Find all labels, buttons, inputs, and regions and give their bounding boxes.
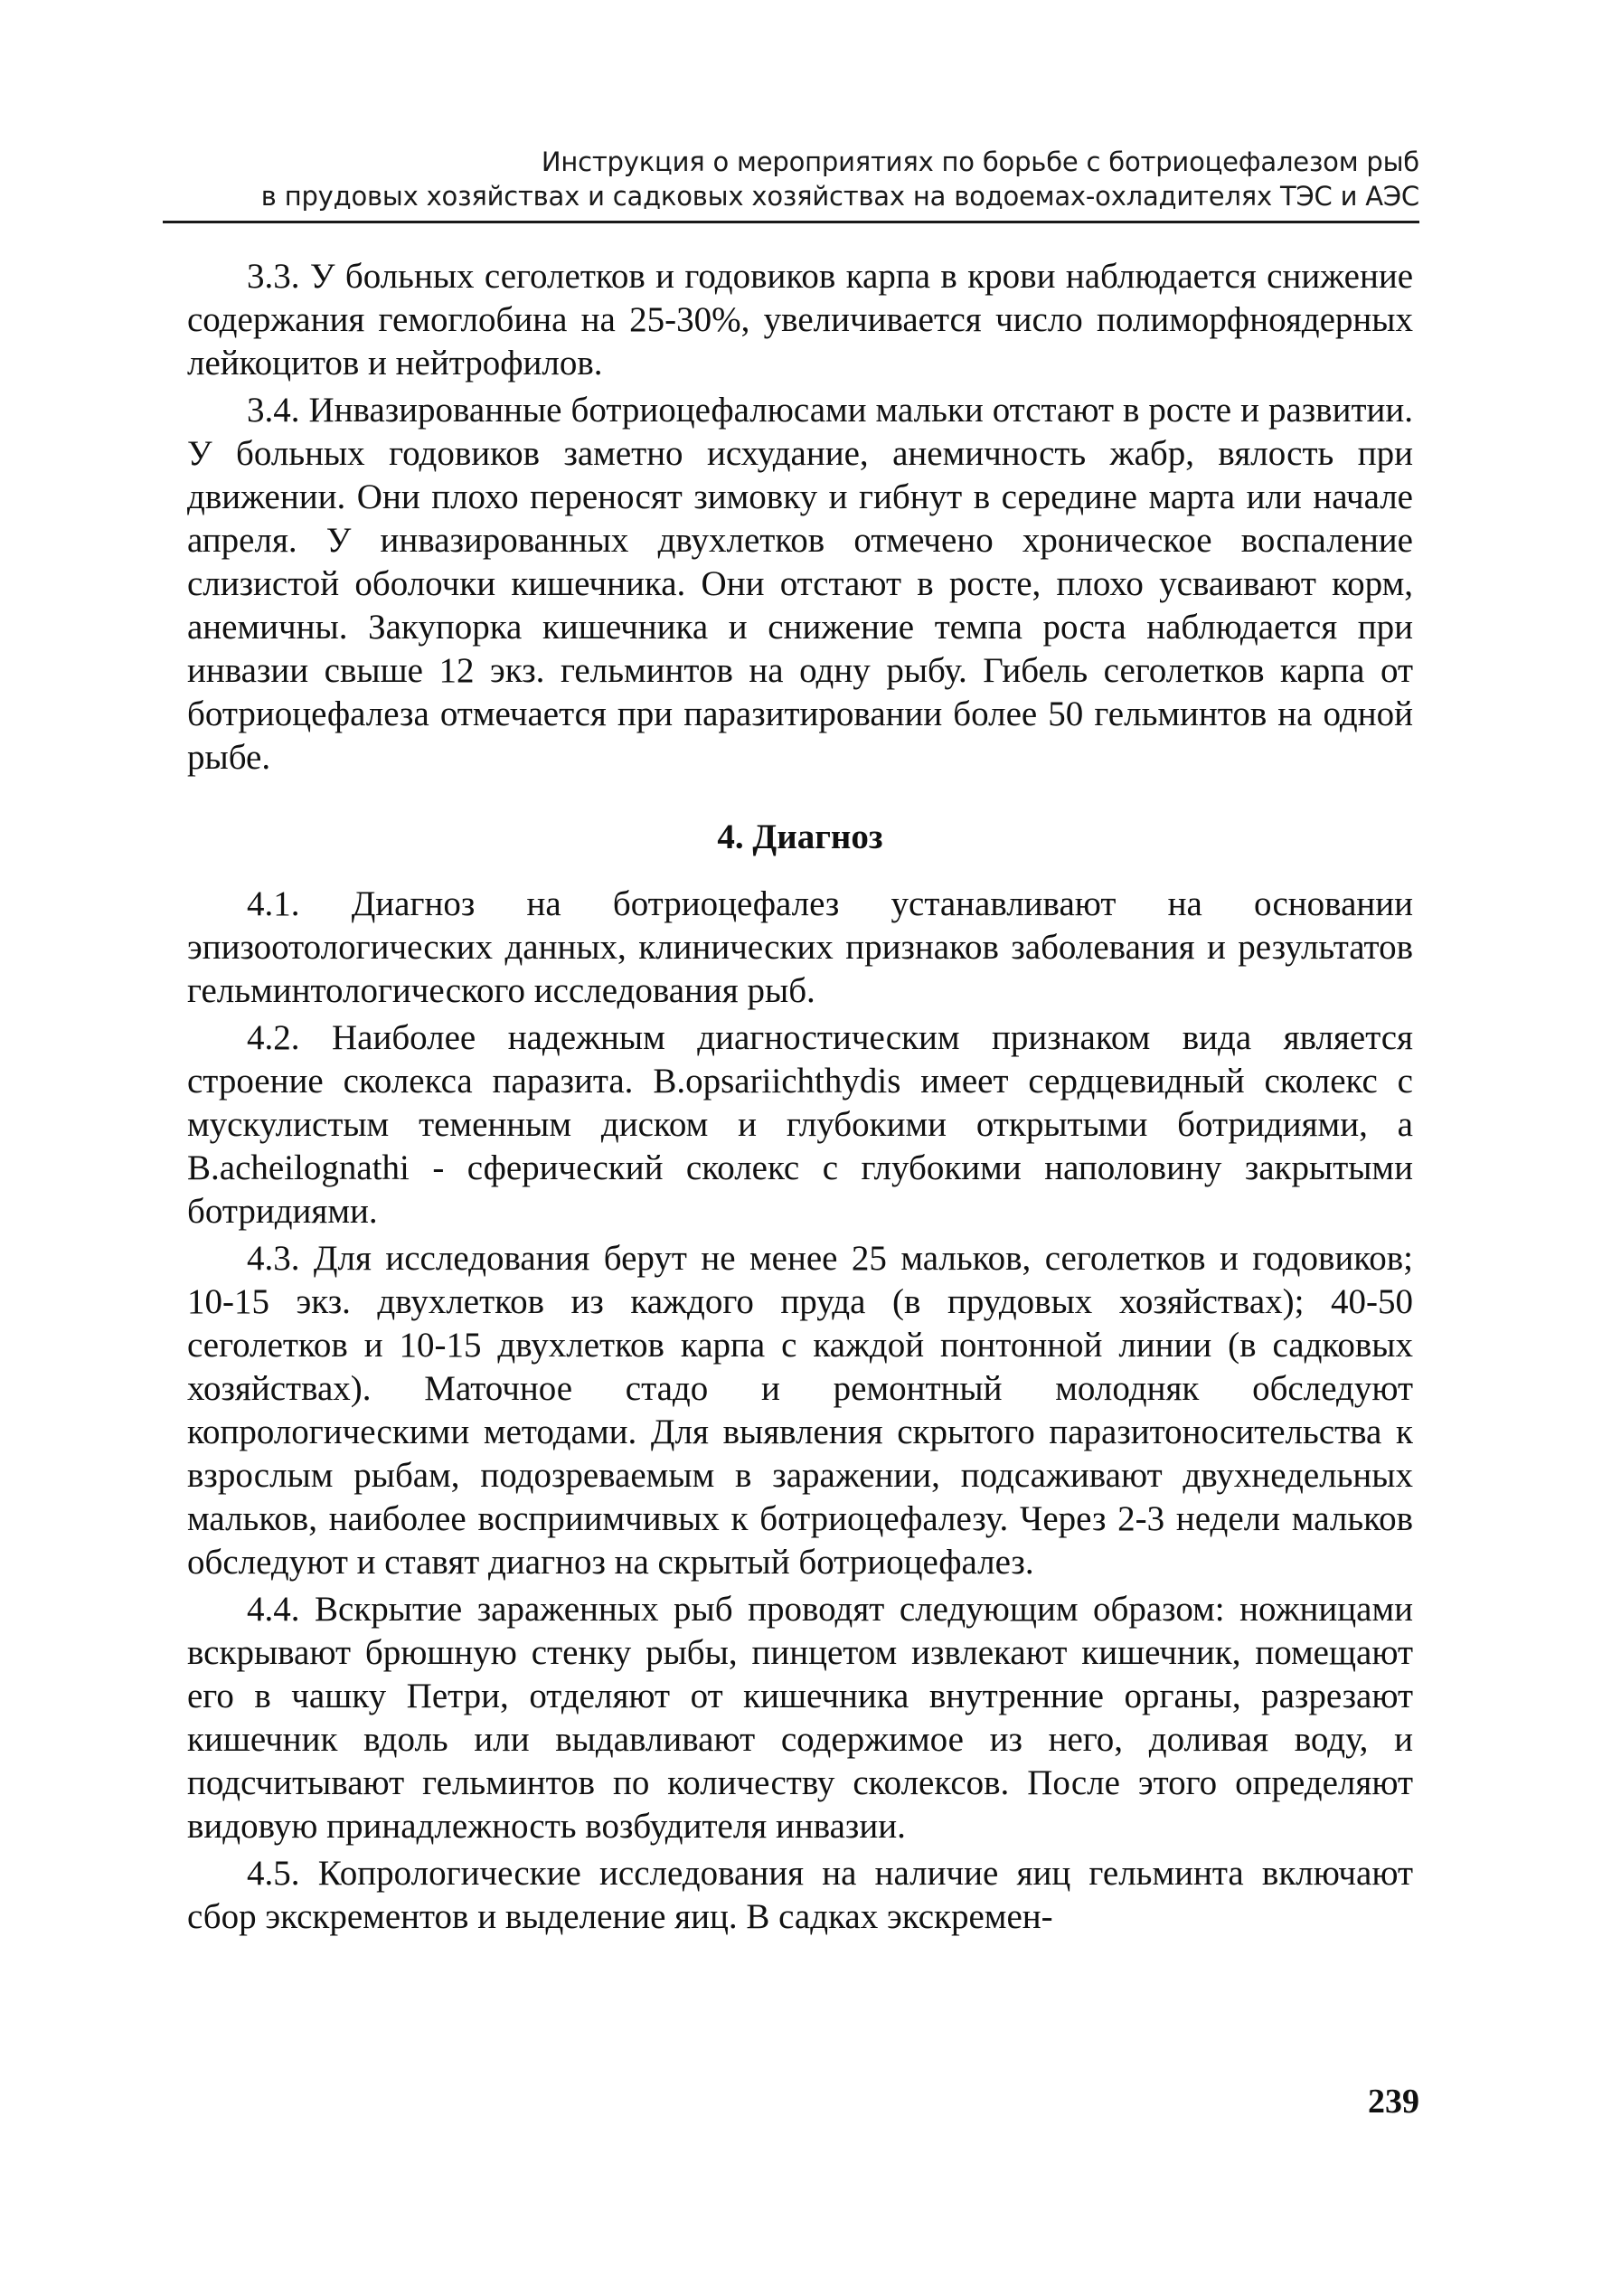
page-number: 239 — [1368, 2083, 1419, 2121]
body-text — [187, 255, 1413, 1942]
paragraph-3-4: 3.4. Инвазированные ботриоцефалюсами мальки отстают в росте и развитии. У больных годовиков заметно исхудание, анемичность жабр, вялость при движении. Они плохо переносят зимовку и гибнут в середине марта или начале апреля. У инвазированных двухлетков отмечено хроническое воспаление слизистой оболочки кишечника. Они отстают в росте, плохо усваивают корм, анемичны. Закупорка кишечника и снижение темпа роста наблюдается при инвазии свыше 12 экз. гельминтов на одну рыбу. Гибель сеголетков карпа от ботриоцефалеза отмечается при паразитировании более 50 гельминтов на одной рыбе. — [187, 391, 1413, 777]
paragraph-4-4: 4.4. Вскрытие зараженных рыб проводят следующим образом: ножницами вскрывают брюшную стенку рыбы, пинцетом извлекают кишечник, помещают его в чашку Петри, отделяют от кишечника внутренние органы, разрезают кишечник вдоль или выдавливают содержимое из него, доливая воду, и подсчитывают гельминтов по количеству сколексов. После этого определяют видовую принадлежность возбудителя инвазии. — [187, 1590, 1413, 1846]
paragraph-4-1: 4.1. Диагноз на ботриоцефалез устанавливают на основании эпизоотологических данных, клинических признаков заболевания и результатов гельминтологического исследования рыб. — [187, 884, 1413, 1010]
paragraph-4-5: 4.5. Копрологические исследования на наличие яиц гельминта включают сбор экскрементов и выделение яиц. В садках экскремен- — [187, 1854, 1413, 1936]
header-divider — [163, 221, 1419, 223]
paragraph-4-3: 4.3. Для исследования берут не менее 25 мальков, сеголетков и годовиков; 10-15 экз. двухлетков из каждого пруда (в прудовых хозяйствах); 40-50 сеголетков и 10-15 двухлетков карпа с каждой понтонной линии (в садковых хозяйствах). Маточное стадо и ремонтный молодняк обследуют копрологическими методами. Для выявления скрытого паразитоносительства к взрослым рыбам, подозреваемым в заражении, подсаживают двухнедельных мальков, наиболее восприимчивых к ботриоцефалезу. Через 2-3 недели мальков обследуют и ставят диагноз на скрытый ботриоцефалез. — [187, 1239, 1413, 1582]
running-header-line-2: в прудовых хозяйствах и садковых хозяйствах на водоемах-охладителях ТЭС и АЭС — [260, 181, 1419, 212]
paragraph-4-2: 4.2. Наиболее надежным диагностическим признаком вида является строение сколекса паразита. B.opsariichthydis имеет сердцевидный сколекс с мускулистым теменным диском и глубокими открытыми ботридиями, а B.acheilognathi - сферический сколекс с глубокими наполовину закрытыми ботридиями. — [187, 1018, 1413, 1231]
paragraph-3-3: 3.3. У больных сеголетков и годовиков карпа в крови наблюдается снижение содержания гемоглобина на 25-30%, увеличивается число полиморфноядерных лейкоцитов и нейтрофилов. — [187, 257, 1413, 383]
section-heading-diagnosis: 4. Диагноз — [717, 817, 883, 856]
running-header-line-1: Инструкция о мероприятиях по борьбе с ботриоцефалезом рыб — [541, 146, 1419, 177]
running-header — [163, 145, 1419, 213]
